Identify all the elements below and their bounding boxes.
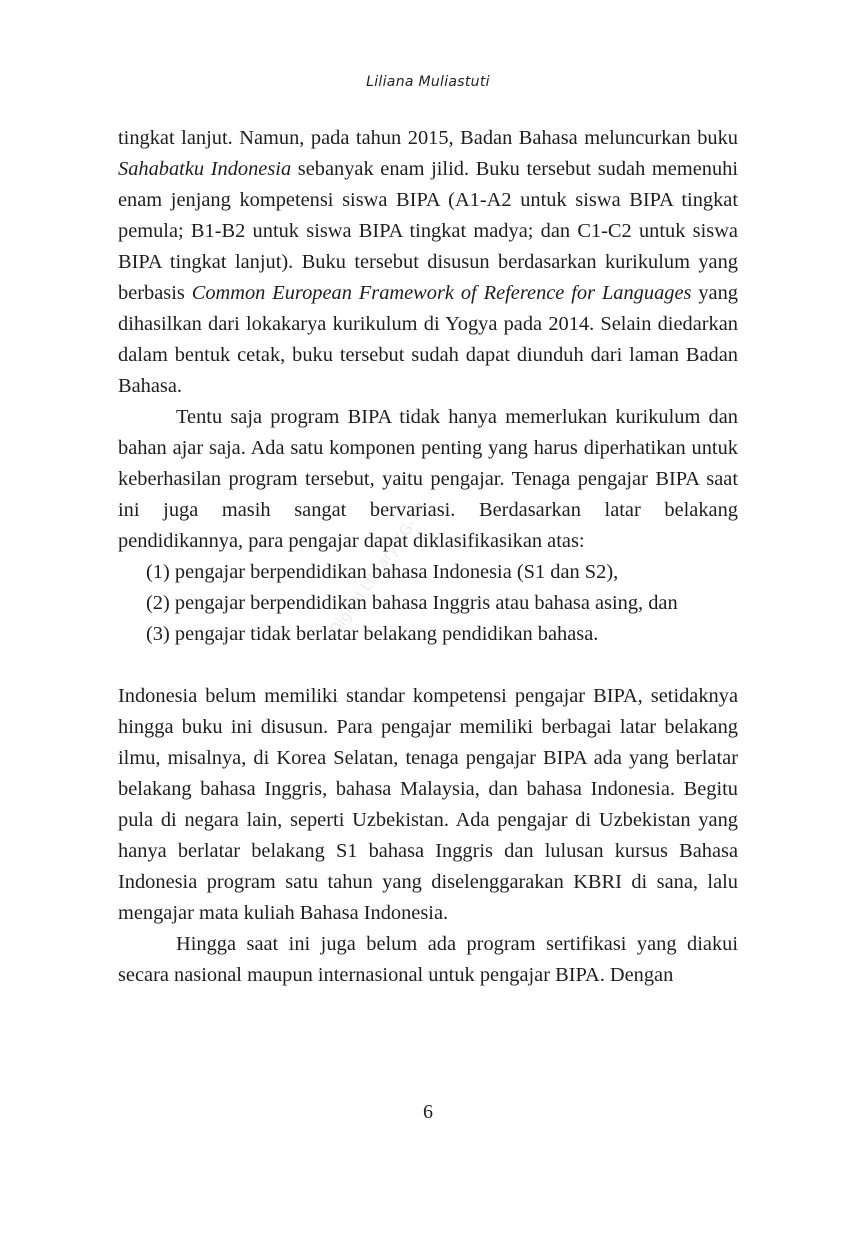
list-item: (1) pengajar berpendidikan bahasa Indonesia (S1 dan S2),	[146, 561, 619, 583]
paragraph-1	[118, 123, 738, 402]
framework-title-italic: Common European Framework of Reference for Languages	[191, 282, 692, 304]
paragraph-2: Tentu saja program BIPA tidak hanya memerlukan kurikulum dan bahan ajar saja. Ada satu komponen penting yang harus diperhatikan untuk keberhasilan program tersebut, yaitu pengajar. Tenaga pengajar BIPA saat ini juga masih sangat bervariasi. Berdasarkan latar belakang pendidikannya, para pengajar dapat diklasifikasikan atas:	[118, 406, 738, 552]
teacher-classification-list	[118, 557, 738, 650]
paragraph-gap	[118, 650, 738, 681]
list-item: (2) pengajar berpendidikan bahasa Inggris atau bahasa asing, dan	[146, 592, 678, 614]
paragraph-1-part-e: yang dihasilkan dari lokakarya kurikulum di Yogya pada 2014. Selain diedarkan dalam bentuk cetak, buku tersebut sudah dapat diunduh dari laman Badan Bahasa.	[118, 282, 738, 397]
list-item: (3) pengajar tidak berlatar belakang pendidikan bahasa.	[146, 623, 599, 645]
book-title-italic: Sahabatku Indonesia	[118, 158, 292, 180]
watermark: Digital Library KG-78	[326, 499, 431, 639]
page-number: 6	[423, 1101, 433, 1123]
paragraph-1-part-a: tingkat lanjut. Namun, pada tahun 2015, Badan Bahasa meluncurkan buku	[118, 127, 738, 149]
paragraph-4: Hingga saat ini juga belum ada program sertifikasi yang diakui secara nasional maupun internasional untuk pengajar BIPA. Dengan	[118, 933, 738, 986]
paragraph-3: Indonesia belum memiliki standar kompetensi pengajar BIPA, setidaknya hingga buku ini disusun. Para pengajar memiliki berbagai latar belakang ilmu, misalnya, di Korea Selatan, tenaga pengajar BIPA ada yang berlatar belakang bahasa Inggris, bahasa Malaysia, dan bahasa Indonesia. Begitu pula di negara lain, seperti Uzbekistan. Ada pengajar di Uzbekistan yang hanya berlatar belakang S1 bahasa Inggris dan lulusan kursus Bahasa Indonesia program satu tahun yang diselenggarakan KBRI di sana, lalu mengajar mata kuliah Bahasa Indonesia.	[118, 685, 738, 924]
page-body	[118, 123, 738, 991]
paragraph-1-part-c: sebanyak enam jilid. Buku tersebut sudah memenuhi enam jenjang kompetensi siswa BIPA (A1-A2 untuk siswa BIPA tingkat pemula; B1-B2 untuk siswa BIPA tingkat madya; dan C1-C2 untuk siswa BIPA tingkat lanjut). Buku tersebut disusun berdasarkan kurikulum yang berbasis	[118, 158, 738, 304]
running-header-author: Liliana Muliastuti	[366, 74, 490, 90]
